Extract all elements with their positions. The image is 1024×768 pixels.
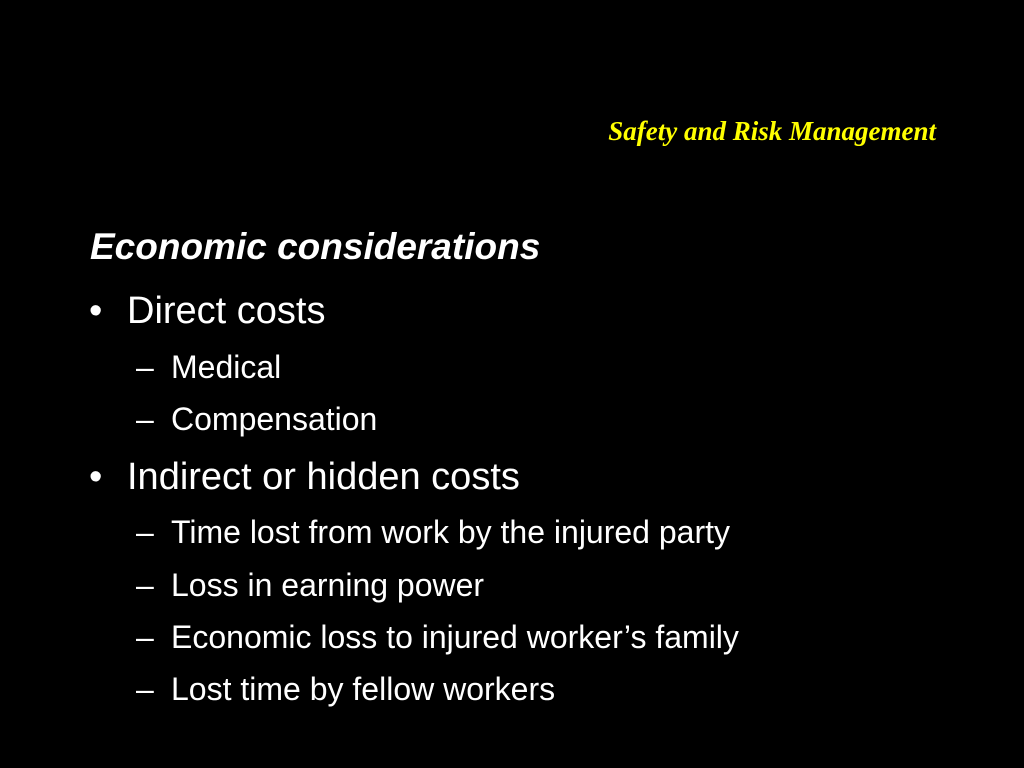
bullet-item-indirect-costs: [89, 456, 520, 499]
bullet-marker: •: [89, 290, 103, 332]
bullet-item-direct-costs: [89, 290, 326, 333]
bullet-item-label: Indirect or hidden costs: [127, 456, 520, 498]
sub-item-label: Lost time by fellow workers: [171, 671, 556, 707]
bullet-item-label: Direct costs: [127, 290, 326, 332]
sub-item-label: Economic loss to injured worker’s family: [171, 619, 739, 655]
sub-item-family-loss: [136, 619, 739, 656]
sub-item-label: Loss in earning power: [171, 567, 485, 603]
sub-marker: –: [136, 401, 154, 437]
sub-marker: –: [136, 514, 154, 550]
sub-item-label: Time lost from work by the injured party: [171, 514, 730, 550]
sub-item-earning-power: [136, 567, 485, 604]
sub-marker: –: [136, 567, 154, 603]
sub-item-medical: [136, 349, 282, 386]
slide-header-title: Safety and Risk Management: [608, 116, 936, 146]
sub-item-time-lost: [136, 514, 730, 551]
sub-item-fellow-workers: [136, 671, 556, 708]
sub-marker: –: [136, 619, 154, 655]
sub-marker: –: [136, 349, 154, 385]
sub-item-compensation: [136, 401, 378, 438]
bullet-marker: •: [89, 456, 103, 498]
sub-marker: –: [136, 671, 154, 707]
sub-item-label: Compensation: [171, 401, 378, 437]
sub-item-label: Medical: [171, 349, 282, 385]
slide-heading: Economic considerations: [90, 226, 541, 267]
